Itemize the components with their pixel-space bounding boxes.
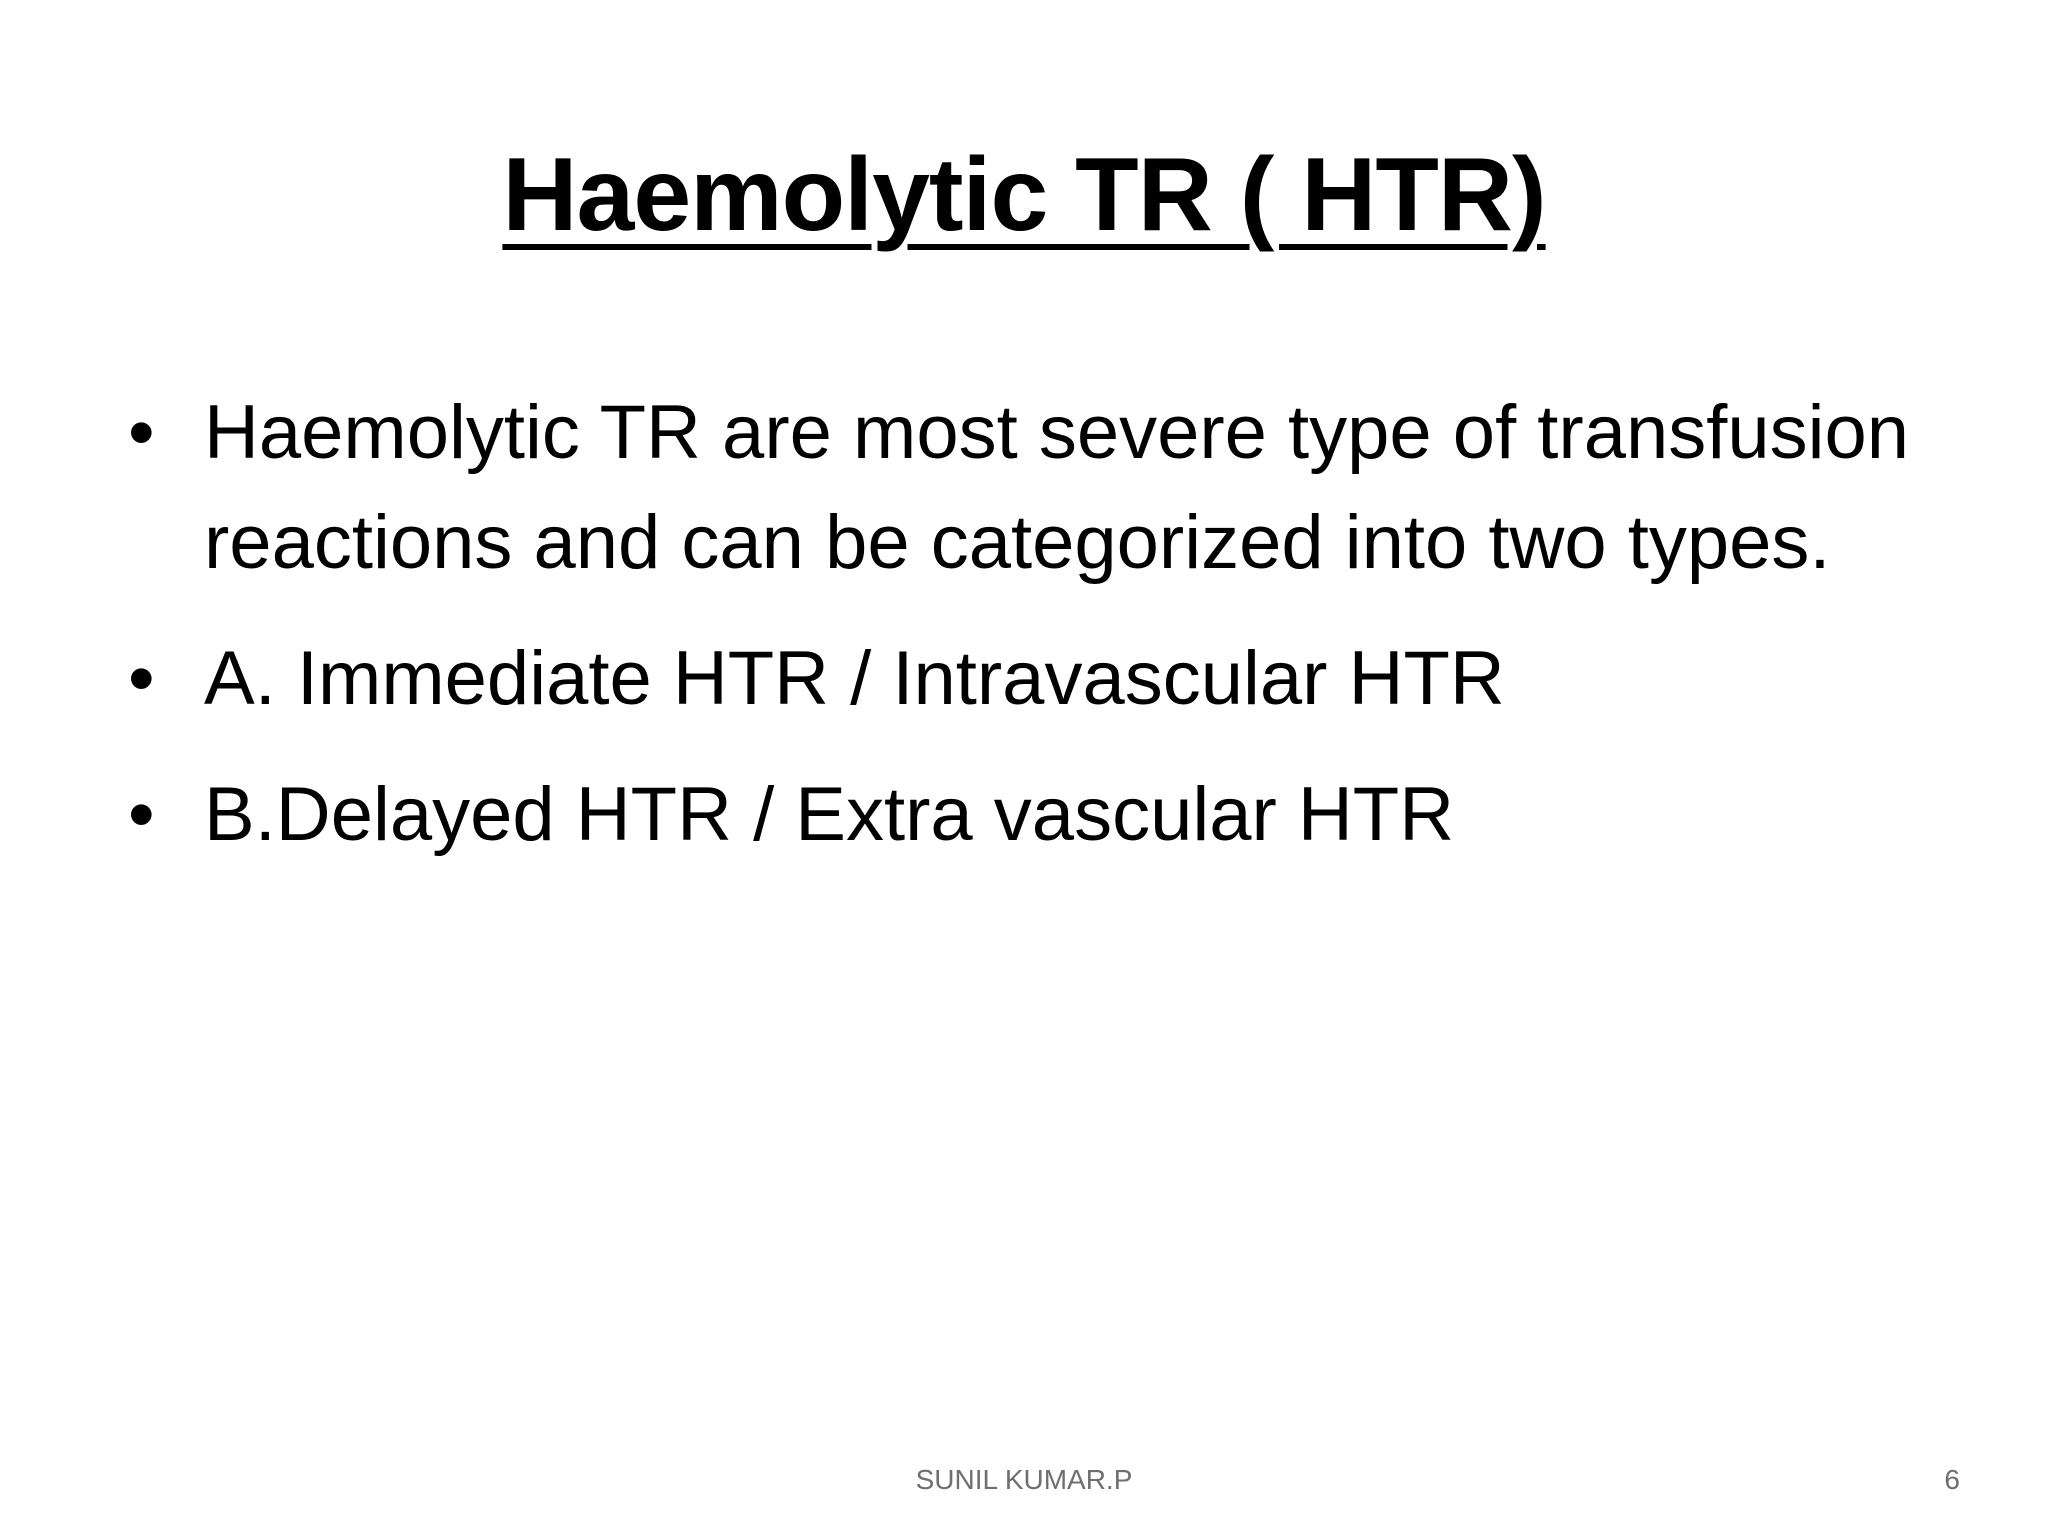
bullet-item xyxy=(128,760,1928,870)
bullet-text: Haemolytic TR are most severe type of transfusion reactions and can be categorized into two types. xyxy=(204,390,1910,585)
footer-author: SUNIL KUMAR.P xyxy=(915,1464,1133,1495)
bullet-text: A. Immediate HTR / Intravascular HTR xyxy=(204,636,1505,721)
bullet-marker: • xyxy=(128,636,155,721)
slide-title-text: Haemolytic TR ( HTR) xyxy=(502,137,1546,253)
slide-title xyxy=(0,130,2048,260)
bullet-marker: • xyxy=(128,772,155,857)
bullet-list xyxy=(128,378,1928,896)
bullet-item xyxy=(128,378,1928,598)
bullet-item xyxy=(128,624,1928,734)
bullet-marker: • xyxy=(128,390,155,475)
bullet-text: B.Delayed HTR / Extra vascular HTR xyxy=(204,772,1455,857)
page-number: 6 xyxy=(1944,1464,1960,1495)
